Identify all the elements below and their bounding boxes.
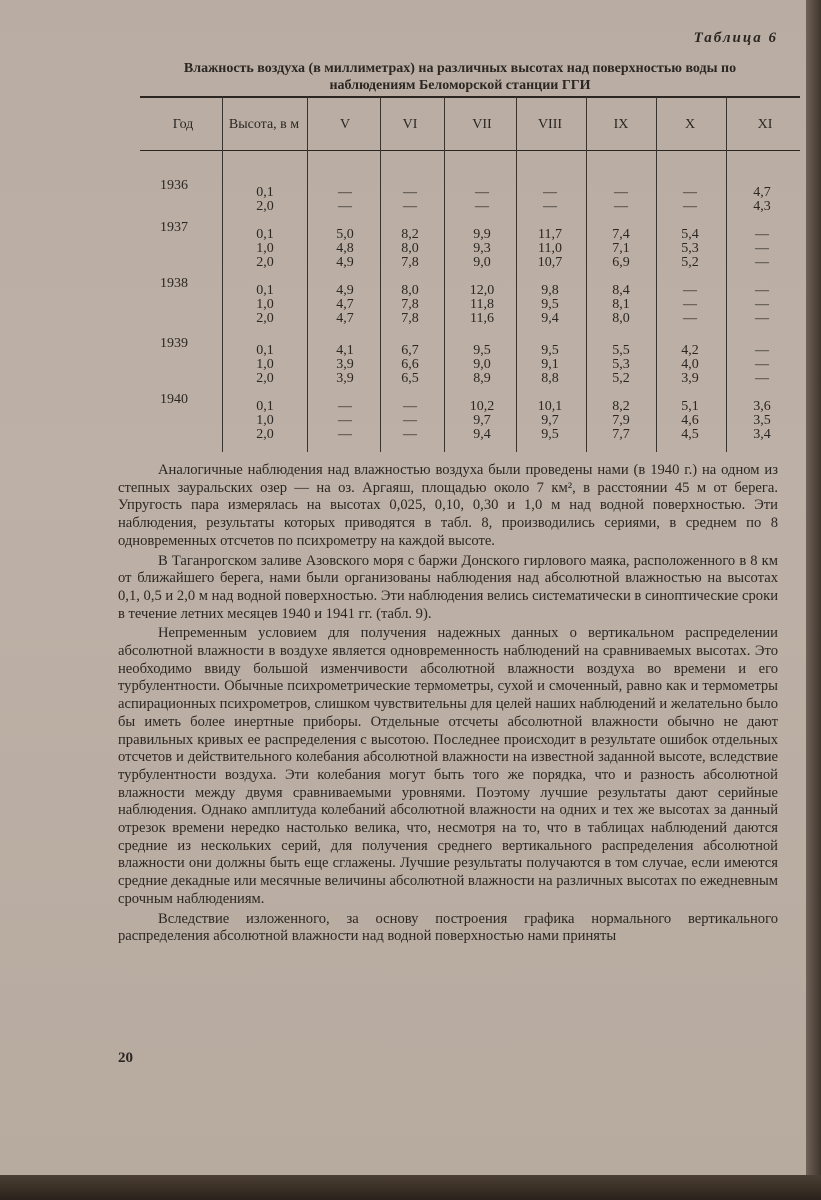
value-cell: 7,8	[401, 311, 419, 326]
value-cell: 11,7	[538, 227, 562, 242]
value-cell: 5,0	[336, 227, 354, 242]
value-cell: —	[683, 199, 697, 214]
value-cell: —	[755, 343, 769, 358]
year-label: 1940	[160, 392, 188, 407]
value-cell: 6,5	[401, 371, 419, 386]
value-cell: —	[683, 185, 697, 200]
value-cell: 3,9	[336, 371, 354, 386]
header-november: XI	[757, 117, 773, 132]
header-height: Высота, в м	[228, 117, 300, 132]
height-cell: 0,1	[256, 343, 274, 358]
page-edge	[806, 0, 821, 1200]
height-cell: 2,0	[256, 255, 274, 270]
value-cell: —	[403, 413, 417, 428]
value-cell: 7,9	[612, 413, 630, 428]
value-cell: —	[403, 399, 417, 414]
value-cell: 4,1	[336, 343, 354, 358]
value-cell: 9,0	[473, 357, 491, 372]
value-cell: 11,8	[470, 297, 494, 312]
column-divider	[656, 97, 657, 452]
value-cell: 8,4	[612, 283, 630, 298]
value-cell: 10,2	[469, 399, 495, 414]
value-cell: 6,7	[401, 343, 419, 358]
height-cell: 1,0	[256, 413, 274, 428]
value-cell: 9,7	[473, 413, 491, 428]
page-bottom-shadow	[0, 1175, 821, 1200]
value-cell: 4,0	[681, 357, 699, 372]
height-cell: 0,1	[256, 283, 274, 298]
value-cell: —	[338, 185, 352, 200]
value-cell: 5,3	[612, 357, 630, 372]
value-cell: 12,0	[469, 283, 495, 298]
height-cell: 2,0	[256, 371, 274, 386]
value-cell: 10,7	[537, 255, 563, 270]
column-divider	[516, 97, 517, 452]
page-number: 20	[118, 1050, 133, 1066]
height-cell: 0,1	[256, 399, 274, 414]
value-cell: 3,5	[753, 413, 771, 428]
paragraph: Аналогичные наблюдения над влажностью воздуха были проведены нами (в 1940 г.) на одном из степных зауральских озер — на оз. Аргаяш, площадью около 7 км², в расстоянии 45 м от берега. Упругость пара измерялась на высотах 0,025, 0,10, 0,30 и 1,0 м над водной поверхностью. Эти наблюдения, результаты которых приводятся в табл. 8, производились сериями, в среднем по 8 одновременных отсчетов по психрометру на каждой высоте.	[118, 462, 778, 549]
value-cell: —	[338, 399, 352, 414]
column-divider	[380, 97, 381, 452]
value-cell: 5,1	[681, 399, 699, 414]
value-cell: 4,9	[336, 255, 354, 270]
year-label: 1939	[160, 336, 188, 351]
value-cell: 9,4	[473, 427, 491, 442]
value-cell: 5,2	[612, 371, 630, 386]
value-cell: 4,3	[753, 199, 771, 214]
height-cell: 1,0	[256, 357, 274, 372]
column-divider	[307, 97, 308, 452]
value-cell: 8,2	[612, 399, 630, 414]
year-label: 1936	[160, 178, 188, 193]
paragraph: Непременным условием для получения надежных данных о вертикальном распределении абсолютной влажности в воздухе является одновременность наблюдений на сравниваемых высотах. Это необходимо ввиду большой изменчивости абсолютной влажности воздуха во времени и его турбулентности. Обычные психрометрические термометры, сухой и смоченный, равно как и термометры аспирационных психрометров, слишком чувствительны для целей наших наблюдений и желательно было бы иметь более инертные приборы. Отдельные отсчеты абсолютной влажности обычно не дают правильных кривых ее распределения с высотою. Последнее происходит в результате ошибок отдельных отсчетов и действительного колебания абсолютной влажности на известной заданной высоте, вследствие турбулентности воздуха. Эти колебания могут быть того же порядка, что и разность абсолютной влажности между двумя сравниваемыми уровнями. Поэтому лучшие результаты дают серийные наблюдения. Однако амплитуда колебаний абсолютной влажности на одних и тех же высотах за данный отрезок времени нередко настолько велика, что, несмотря на то, что в таблицах наблюдений даются средние из нескольких серий, для получения среднего вертикального распределения абсолютной влажности они должны быть еще сглажены. Лучшие результаты получаются в том случае, если имеются средние декадные или месячные величины абсолютной влажности на различных высотах по ежедневным срочным наблюдениям.	[118, 625, 778, 907]
value-cell: —	[403, 427, 417, 442]
header-july: VII	[472, 117, 492, 132]
height-cell: 1,0	[256, 241, 274, 256]
value-cell: 11,0	[538, 241, 562, 256]
header-june: VI	[402, 117, 418, 132]
value-cell: —	[614, 199, 628, 214]
value-cell: 8,0	[401, 241, 419, 256]
value-cell: —	[755, 283, 769, 298]
value-cell: 8,8	[541, 371, 559, 386]
value-cell: —	[683, 283, 697, 298]
value-cell: 8,9	[473, 371, 491, 386]
height-cell: 0,1	[256, 185, 274, 200]
header-october: X	[684, 117, 696, 132]
value-cell: 7,8	[401, 255, 419, 270]
value-cell: 4,9	[336, 283, 354, 298]
value-cell: —	[755, 297, 769, 312]
height-cell: 0,1	[256, 227, 274, 242]
value-cell: 6,6	[401, 357, 419, 372]
value-cell: 9,4	[541, 311, 559, 326]
value-cell: 7,4	[612, 227, 630, 242]
value-cell: —	[683, 311, 697, 326]
value-cell: 9,5	[473, 343, 491, 358]
value-cell: 9,8	[541, 283, 559, 298]
value-cell: 5,3	[681, 241, 699, 256]
value-cell: 7,8	[401, 297, 419, 312]
table-top-rule	[140, 96, 800, 98]
value-cell: 10,1	[537, 399, 563, 414]
height-cell: 2,0	[256, 427, 274, 442]
value-cell: —	[403, 185, 417, 200]
value-cell: —	[755, 227, 769, 242]
value-cell: 8,1	[612, 297, 630, 312]
header-september: IX	[613, 117, 629, 132]
value-cell: 5,5	[612, 343, 630, 358]
value-cell: —	[338, 413, 352, 428]
column-divider	[726, 97, 727, 452]
value-cell: —	[755, 311, 769, 326]
value-cell: 4,7	[336, 297, 354, 312]
value-cell: 4,5	[681, 427, 699, 442]
value-cell: —	[755, 241, 769, 256]
value-cell: —	[403, 199, 417, 214]
header-may: V	[339, 117, 351, 132]
height-cell: 2,0	[256, 199, 274, 214]
value-cell: 8,2	[401, 227, 419, 242]
value-cell: —	[683, 297, 697, 312]
value-cell: 5,2	[681, 255, 699, 270]
value-cell: 4,2	[681, 343, 699, 358]
table-caption: Влажность воздуха (в миллиметрах) на различных высотах над поверхностью воды по наблюдениям Беломорской станции ГГИ	[183, 61, 737, 93]
value-cell: 4,7	[753, 185, 771, 200]
value-cell: 9,1	[541, 357, 559, 372]
paragraph: В Таганрогском заливе Азовского моря с баржи Донского гирлового маяка, расположенного в 8 км от ближайшего берега, нами были организованы наблюдения над абсолютной влажностью на высотах 0,1, 0,5 и 2,0 м над водной поверхностью. Эти наблюдения велись систематически в синоптические сроки в течение летних месяцев 1940 и 1941 гг. (табл. 9).	[118, 552, 778, 622]
value-cell: 7,7	[612, 427, 630, 442]
height-cell: 2,0	[256, 311, 274, 326]
column-divider	[444, 97, 445, 452]
value-cell: —	[475, 185, 489, 200]
value-cell: —	[338, 427, 352, 442]
value-cell: 3,4	[753, 427, 771, 442]
value-cell: 8,0	[401, 283, 419, 298]
value-cell: 9,3	[473, 241, 491, 256]
paragraph: Вследствие изложенного, за основу построения графика нормального вертикального распределения абсолютной влажности над водной поверхностью нами приняты	[118, 910, 778, 945]
value-cell: 3,6	[753, 399, 771, 414]
value-cell: —	[543, 185, 557, 200]
value-cell: 9,9	[473, 227, 491, 242]
value-cell: —	[614, 185, 628, 200]
value-cell: —	[543, 199, 557, 214]
header-august: VIII	[537, 117, 563, 132]
value-cell: 9,5	[541, 297, 559, 312]
value-cell: 9,5	[541, 427, 559, 442]
body-text	[118, 462, 778, 948]
table-header-rule	[140, 150, 800, 151]
value-cell: —	[475, 199, 489, 214]
value-cell: 6,9	[612, 255, 630, 270]
value-cell: 8,0	[612, 311, 630, 326]
value-cell: 11,6	[470, 311, 494, 326]
value-cell: —	[755, 371, 769, 386]
value-cell: 3,9	[336, 357, 354, 372]
height-cell: 1,0	[256, 297, 274, 312]
table-number-label: Таблица 6	[693, 30, 778, 46]
column-divider	[586, 97, 587, 452]
column-divider	[222, 97, 223, 452]
value-cell: 7,1	[612, 241, 630, 256]
value-cell: 4,8	[336, 241, 354, 256]
value-cell: 3,9	[681, 371, 699, 386]
year-label: 1937	[160, 220, 188, 235]
value-cell: —	[755, 357, 769, 372]
value-cell: 9,7	[541, 413, 559, 428]
value-cell: 5,4	[681, 227, 699, 242]
value-cell: 4,6	[681, 413, 699, 428]
value-cell: 9,0	[473, 255, 491, 270]
header-year: Год	[172, 117, 194, 132]
value-cell: 9,5	[541, 343, 559, 358]
year-label: 1938	[160, 276, 188, 291]
value-cell: —	[338, 199, 352, 214]
value-cell: 4,7	[336, 311, 354, 326]
value-cell: —	[755, 255, 769, 270]
